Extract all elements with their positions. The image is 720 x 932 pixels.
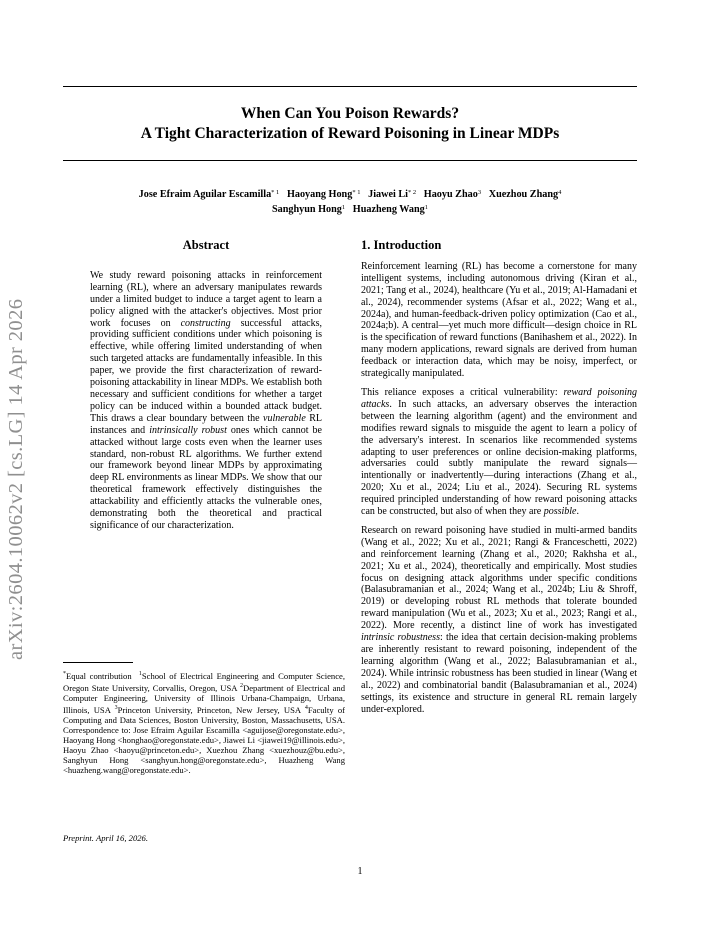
author-line-2 [63, 201, 637, 216]
paragraph-text: This reliance exposes a critical vulnerability: [361, 386, 564, 398]
author-name: Jiawei Li [368, 189, 408, 200]
author-affil: 1 [341, 204, 346, 211]
author-affil: 4 [558, 189, 562, 196]
author-name: Huazheng Wang [352, 204, 425, 215]
author-name: Xuezhou Zhang [488, 189, 559, 200]
footnote-text: Faculty of Computing and Data Sciences, Boston University, Boston, Massachusetts, USA. Correspondence to: Jose Efraim Aguilar Escamilla <aguijose@oregonstate.edu>, Haoyang Hong <honghao@oregonstate.edu>, Jiawei Li <jiawei19@illinois.edu>, Haoyu Zhao <haoyu@princeton.edu>, Xuezhou Zhang <xuezhouz@bu.edu>, Sanghyun Hong <sanghyun.hong@oregonstate.edu>, Huazheng Wang <huazheng.wang@oregonstate.edu>. [63, 704, 345, 776]
author-line-1 [63, 186, 637, 201]
section-heading: 1. Introduction [361, 238, 442, 252]
abstract-heading: Abstract [182, 238, 230, 252]
abstract-text-part: ones which cannot be attacked without large costs even when the learner uses standard, non-robust RL algorithms. We further extend our framework beyond linear MDPs by approximating deep RL environments as linear MDPs. We show that our theoretical framework effectively distinguishes the attackability and efficiently attacks the vulnerable ones, demonstrating both the theoretical and practical significance of our characterization. [90, 424, 322, 531]
abstract-text-part: RL instances and [90, 412, 322, 436]
paragraph-emphasis: reward poisoning attacks [361, 386, 637, 410]
paragraph-emphasis: possible [543, 506, 577, 518]
abstract-emphasis: vulnerable [263, 412, 306, 424]
abstract-text-part: successful attacks, providing sufficient conditions under which poisoning is effective, while offering limited understanding of when such targeted attacks are fundamentally infeasible. In this paper, we provide the first characterization of reward-poisoning attackability in linear MDPs. We establish both necessary and sufficient conditions for whether a target policy can be induced within a bounded attack budget. This draws a clear boundary between the [90, 317, 322, 424]
paragraph-text: . In such attacks, an adversary observes the interaction between the learning algorithm (agent) and the environment and modifies reward signals to misguide the agent to learn a policy of the adversary's interest. In scenarios like recommended systems adapting to user preferences or online decision-making platforms, adversaries could subtly manipulate the reward signals—intentionally or inadvertently—during interactions (Zhang et al., 2020; Xu et al., 2024; Liu et al., 2024). Securing RL systems required principled understanding of how reward poisoning attacks can be constructed, but also of when they are [361, 398, 637, 518]
author-affil: * 1 [352, 189, 361, 196]
affiliation-footnote: *Equal contribution $^1$School of Electrical Engineering and Computer Science, Oregon State University, Corvallis, Oregon, USA $^2$Department of Electrical and Computer Engineering, University of Illinois Urbana-Champaign, Urbana, Illinois, USA $^3$Princeton University, Princeton, New Jersey, USA $^4$Faculty of Computing and Data Sciences, Boston University, Boston, Massachusetts, USA. Correspondence to: Jose Efraim Aguilar Escamilla <aguijose@oregonstate.edu>, Haoyang Hong <honghao@oregonstate.edu>, Jiawei Li <jiawei19@illinois.edu>, Haoyu Zhao <haoyu@princeton.edu>, Xuezhou Zhang <xuezhouz@bu.edu>, Sanghyun Hong <sanghyun.hong@oregonstate.edu>, Huazheng Wang <huazheng.wang@oregonstate.edu>. [63, 670, 345, 776]
abstract-section [90, 240, 322, 532]
author-affil: * 1 [271, 189, 280, 196]
paragraph-text: : the idea that certain decision-making problems are inherently resistant to reward poisoning, independent of the learning algorithm (Wang et al., 2022; Balasubramanian et al., 2024). While intrinsic robustness has been studied in linear (Wang et al., 2022) and combinatorial bandit (Balasubramanian et al., 2024) settings, its existence and structure in general RL remain largely under-explored. [361, 632, 637, 715]
page-number: 1 [357, 866, 363, 877]
author-list [63, 186, 637, 216]
abstract-text-part: We study reward poisoning attacks in reinforcement learning (RL), where an adversary manipulates rewards under a limited budget to induce a target agent to learn a policy aligned with the attacker's objectives. Most prior work focuses on [90, 269, 322, 329]
intro-paragraph-1: Reinforcement learning (RL) has become a cornerstone for many intelligent systems, including autonomous driving (Kiran et al., 2021; Tang et al., 2024), healthcare (Yu et al., 2019; Al-Hamadani et al., 2024), recommender systems (Afsar et al., 2022; Wang et al., 2024a), and human-feedback-driven policy optimization (Cao et al., 2024a;b). A central—yet much more difficult—design choice in RL is the specification of reward functions (Banihashem et al., 2022). In many modern applications, reward signals are derived from human feedback or interaction data, which may be noisy, imperfect, or strategically manipulated. [361, 260, 637, 380]
author-affil: 1 [424, 204, 429, 211]
author-name: Jose Efraim Aguilar Escamilla [138, 189, 272, 200]
paper-title [63, 104, 637, 144]
footnote-text: School of Electrical Engineering and Computer Science, Oregon State University, Corvallis, Oregon, USA [63, 670, 345, 693]
intro-paragraph-2 [361, 387, 637, 518]
author-name: Haoyu Zhao [423, 189, 478, 200]
author-name: Sanghyun Hong [271, 204, 342, 215]
abstract-text [90, 270, 322, 532]
title-line-1: When Can You Poison Rewards? [240, 105, 460, 122]
footnote-text: Equal contribution [66, 670, 132, 681]
title-bottom-rule [63, 160, 637, 161]
title-line-2: A Tight Characterization of Reward Poisoning in Linear MDPs [140, 125, 560, 142]
abstract-emphasis: intrinsically robust [149, 424, 227, 436]
author-affil: 3 [477, 189, 482, 196]
paragraph-emphasis: intrinsic robustness [361, 632, 440, 644]
paragraph-text: Research on reward poisoning have studied in multi-armed bandits (Wang et al., 2022; Xu et al., 2021; Rangi & Franceschetti, 2022) and reinforcement learning (Zhang et al., 2020; Rakhsha et al., 2021; Xu et al., 2024), theoretically and empirically. Most studies focus on designing attack algorithms under specific conditions (Balasubramanian et al., 2024; Wang et al., 2024b; Liu & Shroff, 2019) or developing robust RL methods that tolerate bounded reward manipulation (Wu et al., 2023; Xu et al., 2023; Rangi et al., 2022). More recently, a distinct line of work has investigated [361, 524, 637, 632]
author-affil: * 2 [408, 189, 417, 196]
footnote-text: Department of Electrical and Computer Engineering, University of Illinois Urbana-Champaign, Urbana, Illinois, USA [63, 682, 345, 715]
author-name: Haoyang Hong [286, 189, 353, 200]
arxiv-stamp: arXiv:2604.10062v2 [cs.LG] 14 Apr 2026 [5, 298, 27, 660]
title-top-rule [63, 86, 637, 87]
intro-paragraph-3 [361, 525, 637, 716]
abstract-emphasis: constructing [180, 317, 231, 329]
paragraph-text: . [576, 506, 579, 518]
preprint-note: Preprint. April 16, 2026. [63, 833, 148, 843]
footnote-text: Princeton University, Princeton, New Jersey, USA [117, 704, 301, 715]
introduction-section [361, 240, 637, 715]
footnote-rule [63, 662, 133, 663]
